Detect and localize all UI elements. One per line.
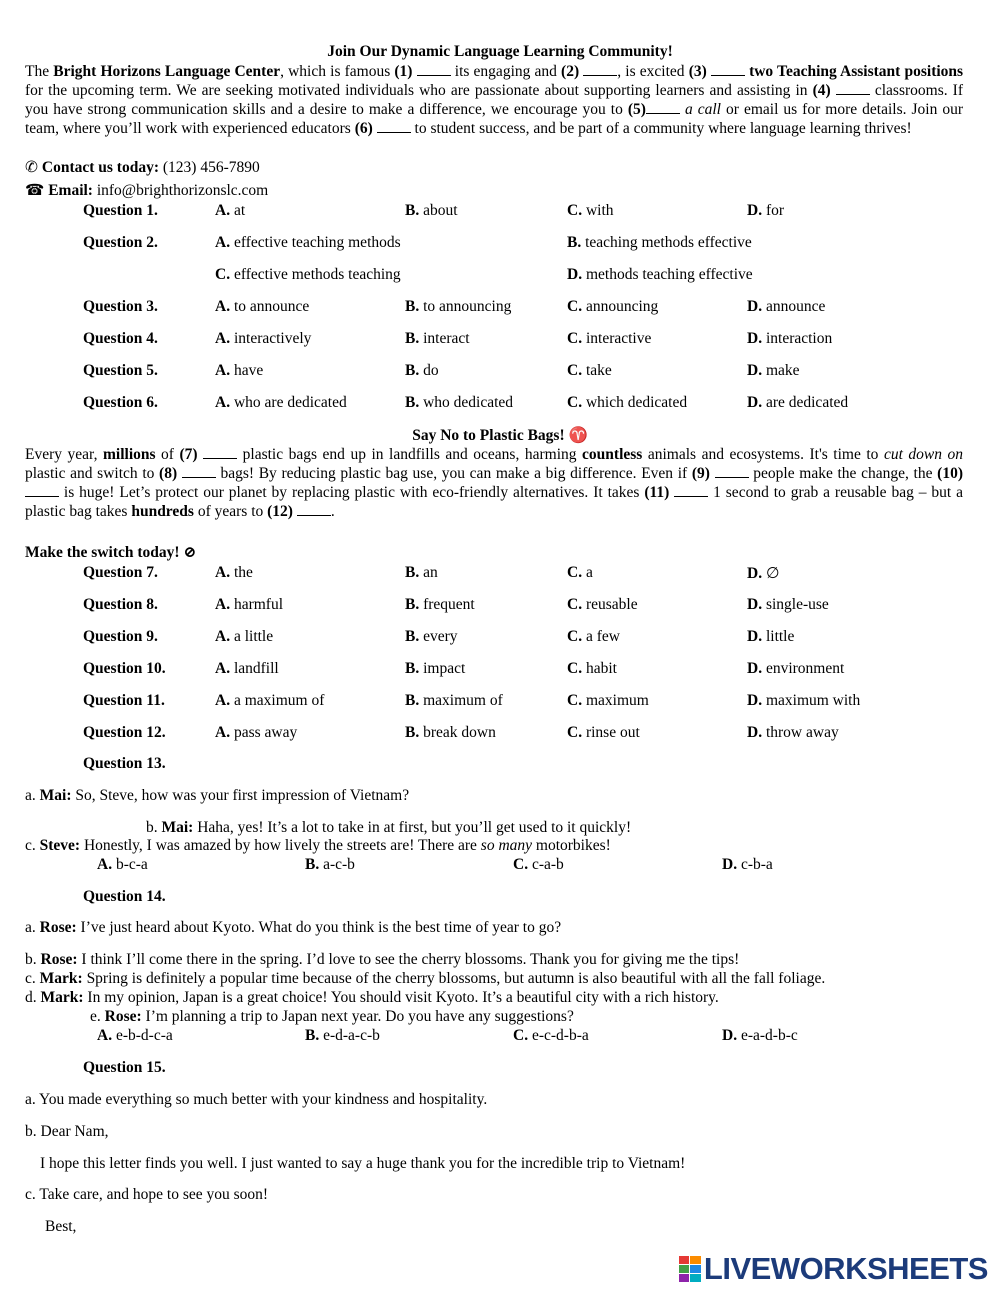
question-12-label: Question 12. [83,724,166,741]
q14-line-d: d. Mark: In my opinion, Japan is a great choice! You should visit Kyoto. It’s a beautiful city with a rich history. [25,989,719,1006]
section1-paragraph: The Bright Horizons Language Center, which is famous (1) its engaging and (2) , is excited (3) two Teaching Assistant positions for the upcoming term. We are seeking motivated individuals who are passionate about supporting learners and assisting in (4) classrooms. If you have strong communication skills and a desire to make a difference, we encourage you to (5) a call or email us for more details. Join our team, where you’ll work with experienced educators (6) to student success, and be part of a community where language learning thrives! [25,63,964,137]
q9-option-c[interactable]: C. a few [567,628,620,645]
q8-option-c[interactable]: C. reusable [567,596,638,613]
q9-option-b[interactable]: B. every [405,628,458,645]
answer-blank[interactable] [377,120,411,133]
answer-blank[interactable] [646,101,680,114]
q14-option-a[interactable]: A. e-b-d-c-a [97,1027,173,1044]
logo-square-1 [679,1256,690,1264]
question-5-label: Question 5. [83,362,158,379]
q3-option-a[interactable]: A. to announce [215,298,310,315]
question-11-label: Question 11. [83,692,165,709]
answer-blank[interactable] [182,465,216,478]
logo-square-2 [690,1256,701,1264]
q10-option-a[interactable]: A. landfill [215,660,279,677]
logo-text: LIVEWORKSHEETS [703,1251,988,1286]
email-value: info@brighthorizonslc.com [92,182,269,199]
q6-option-d[interactable]: D. are dedicated [747,394,849,411]
q7-option-b[interactable]: B. an [405,564,438,581]
q13-option-a[interactable]: A. b-c-a [97,856,148,873]
contact-value: (123) 456-7890 [159,159,260,176]
q7-option-a[interactable]: A. the [215,564,253,581]
q15-line-b: b. Dear Nam, [25,1123,109,1140]
q13-option-d[interactable]: D. c-b-a [722,856,773,873]
q1-option-a[interactable]: A. at [215,202,246,219]
q14-option-b[interactable]: B. e-d-a-c-b [305,1027,380,1044]
email-icon: ☎ [25,182,45,199]
q3-option-c[interactable]: C. announcing [567,298,659,315]
question-8-label: Question 8. [83,596,158,613]
q8-option-b[interactable]: B. frequent [405,596,475,613]
q5-option-c[interactable]: C. take [567,362,612,379]
q4-option-d[interactable]: D. interaction [747,330,833,347]
q9-option-d[interactable]: D. little [747,628,795,645]
logo-square-3 [679,1265,690,1273]
q11-option-c[interactable]: C. maximum [567,692,649,709]
q13-line-c: c. Steve: Honestly, I was amazed by how lively the streets are! There are so many motorbikes! [25,837,611,854]
q1-option-b[interactable]: B. about [405,202,458,219]
q5-option-b[interactable]: B. do [405,362,439,379]
section2-cta: Make the switch today! ⊘ [25,544,197,561]
q1-option-c[interactable]: C. with [567,202,614,219]
email-label: Email: [48,182,93,199]
logo-mark-icon [679,1256,701,1282]
q2-option-c[interactable]: C. effective methods teaching [215,266,401,283]
contact-line [25,158,260,177]
question-10-label: Question 10. [83,660,166,677]
email-line [25,181,268,200]
logo-square-4 [690,1265,701,1273]
liveworksheets-logo [679,1252,988,1286]
q15-line-a: a. You made everything so much better with your kindness and hospitality. [25,1091,488,1108]
q7-option-c[interactable]: C. a [567,564,593,581]
q14-line-c: c. Mark: Spring is definitely a popular time because of the cherry blossoms, but autumn is also beautiful with all the fall foliage. [25,970,826,987]
answer-blank[interactable] [674,484,708,497]
answer-blank[interactable] [417,63,451,76]
answer-blank[interactable] [715,465,749,478]
q10-option-b[interactable]: B. impact [405,660,466,677]
q4-option-b[interactable]: B. interact [405,330,470,347]
q14-option-c[interactable]: C. e-c-d-b-a [513,1027,589,1044]
q2-option-a[interactable]: A. effective teaching methods [215,234,401,251]
q13-option-c[interactable]: C. c-a-b [513,856,564,873]
q6-option-b[interactable]: B. who dedicated [405,394,514,411]
q11-option-a[interactable]: A. a maximum of [215,692,325,709]
question-1-label: Question 1. [83,202,158,219]
logo-square-6 [690,1274,701,1282]
question-15-label: Question 15. [83,1059,166,1076]
question-2-label: Question 2. [83,234,158,251]
q5-option-a[interactable]: A. have [215,362,264,379]
q12-option-b[interactable]: B. break down [405,724,496,741]
q3-option-d[interactable]: D. announce [747,298,826,315]
q2-option-b[interactable]: B. teaching methods effective [567,234,752,251]
answer-blank[interactable] [711,63,745,76]
q12-option-c[interactable]: C. rinse out [567,724,640,741]
q5-option-d[interactable]: D. make [747,362,800,379]
q13-line-a: a. Mai: So, Steve, how was your first impression of Vietnam? [25,787,410,804]
question-6-label: Question 6. [83,394,158,411]
q13-option-b[interactable]: B. a-c-b [305,856,355,873]
q3-option-b[interactable]: B. to announcing [405,298,512,315]
q15-line-b2: I hope this letter finds you well. I just wanted to say a huge thank you for the incredible trip to Vietnam! [40,1155,686,1172]
q14-line-a: a. Rose: I’ve just heard about Kyoto. What do you think is the best time of year to go? [25,919,562,936]
q14-line-e: e. Rose: I’m planning a trip to Japan next year. Do you have any suggestions? [90,1008,574,1025]
q6-option-c[interactable]: C. which dedicated [567,394,688,411]
q2-option-d[interactable]: D. methods teaching effective [567,266,753,283]
answer-blank[interactable] [203,446,237,459]
phone-icon: ✆ [25,159,38,176]
section2-title: Say No to Plastic Bags! ♈ [412,427,588,444]
q15-line-c: c. Take care, and hope to see you soon! [25,1186,269,1203]
q9-option-a[interactable]: A. a little [215,628,274,645]
contact-label: Contact us today: [41,159,159,176]
q10-option-d[interactable]: D. environment [747,660,845,677]
q13-line-b: b. Mai: Haha, yes! It’s a lot to take in at first, but you’ll get used to it quickly! [146,819,632,836]
q8-option-a[interactable]: A. harmful [215,596,284,613]
answer-blank[interactable] [297,503,331,516]
q14-line-b: b. Rose: I think I’ll come there in the spring. I’d love to see the cherry blossoms. Thank you for giving me the tips! [25,951,740,968]
q10-option-c[interactable]: C. habit [567,660,617,677]
answer-blank[interactable] [583,63,617,76]
q12-option-d[interactable]: D. throw away [747,724,839,741]
q12-option-a[interactable]: A. pass away [215,724,298,741]
section2-paragraph: Every year, millions of (7) plastic bags end up in landfills and oceans, harming countless animals and ecosystems. It's time to cut down on plastic and switch to (8) bags! By reducing plastic bag use, you can make a big difference. Even if (9) people make the change, the (10) is huge! Let’s protect our planet by replacing plastic with eco-friendly alternatives. It takes (11) 1 second to grab a reusable bag – but a plastic bag takes hundreds of years to (12) . [25,446,964,520]
q7-option-d[interactable]: D. ∅ [747,565,780,582]
q11-option-d[interactable]: D. maximum with [747,692,861,709]
q1-option-d[interactable]: D. for [747,202,785,219]
q11-option-b[interactable]: B. maximum of [405,692,503,709]
question-9-label: Question 9. [83,628,158,645]
q14-option-d[interactable]: D. e-a-d-b-c [722,1027,798,1044]
question-14-label: Question 14. [83,888,166,905]
question-4-label: Question 4. [83,330,158,347]
logo-square-5 [679,1274,690,1282]
section1-title: Join Our Dynamic Language Learning Community! [327,43,673,60]
q15-line-c2: Best, [45,1218,77,1235]
q6-option-a[interactable]: A. who are dedicated [215,394,347,411]
question-13-label: Question 13. [83,755,166,772]
q4-option-a[interactable]: A. interactively [215,330,312,347]
q8-option-d[interactable]: D. single-use [747,596,829,613]
question-7-label: Question 7. [83,564,158,581]
answer-blank[interactable] [836,82,870,95]
answer-blank[interactable] [25,484,59,497]
question-3-label: Question 3. [83,298,158,315]
q4-option-c[interactable]: C. interactive [567,330,652,347]
